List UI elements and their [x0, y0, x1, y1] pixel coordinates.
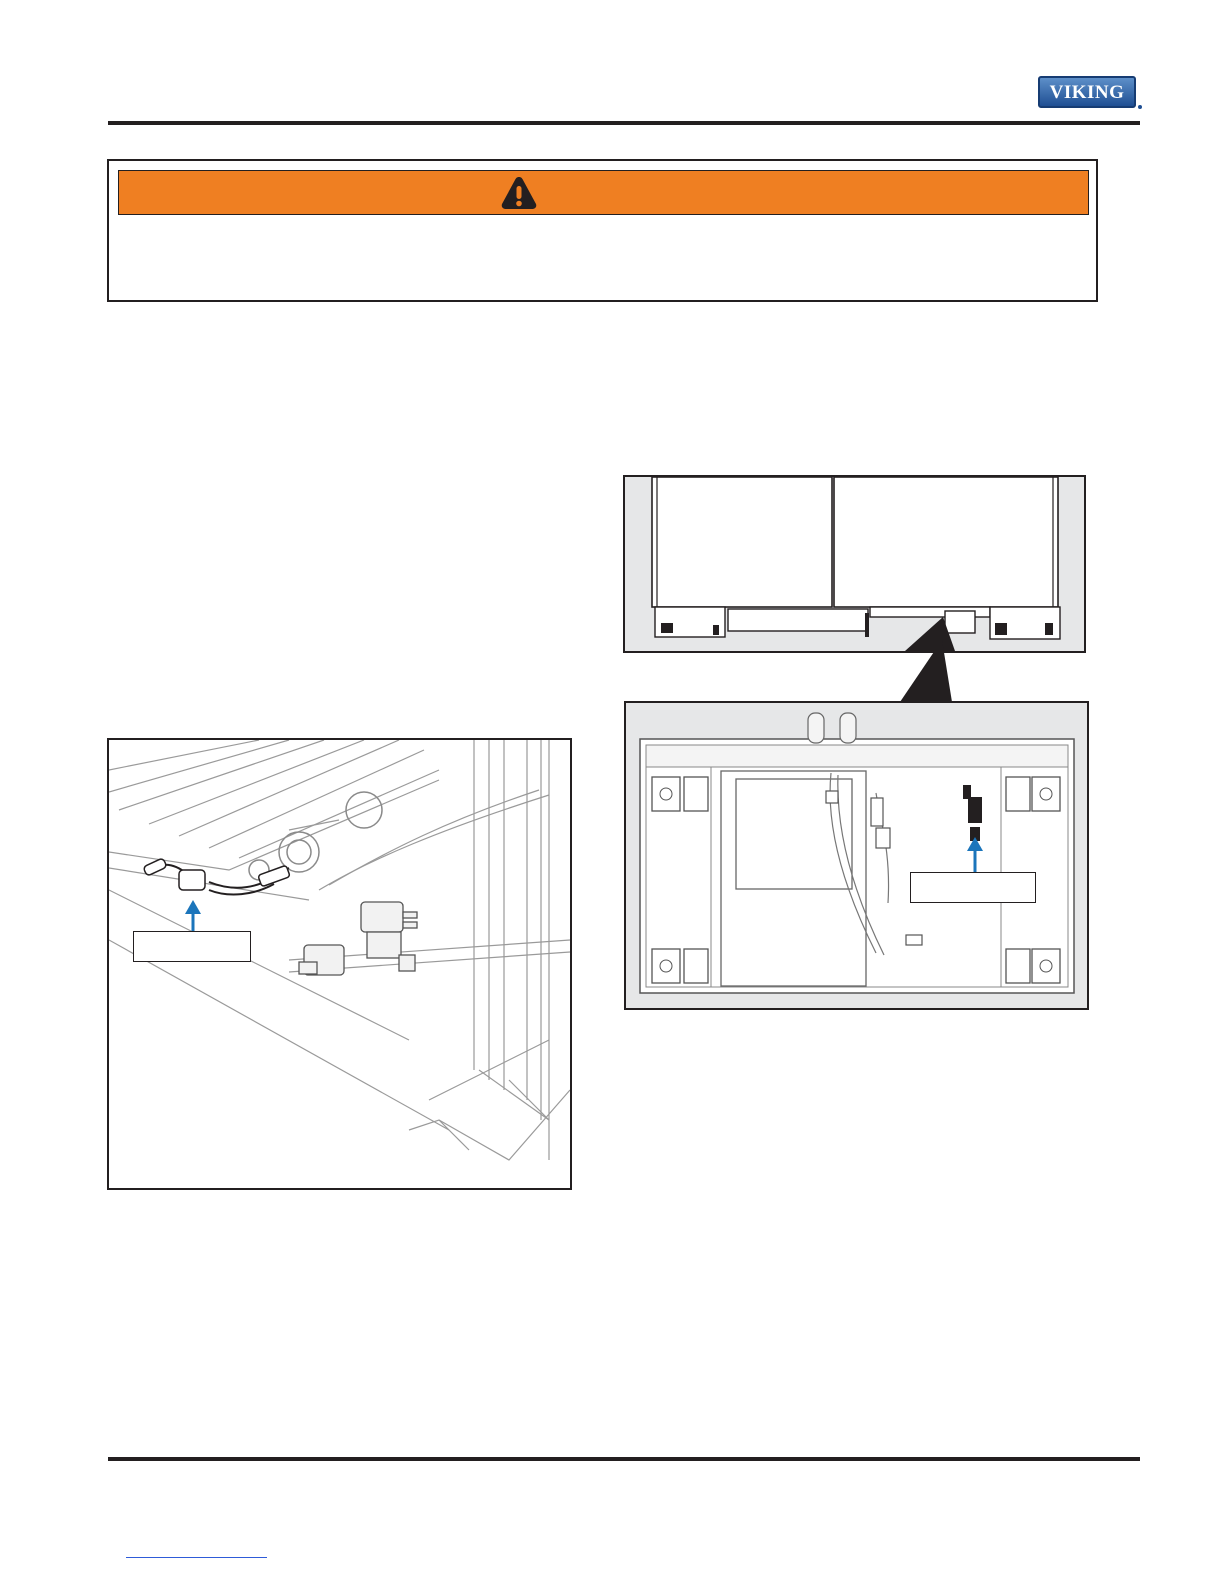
footer-link-underline[interactable] — [126, 1557, 267, 1558]
unit-front-view-figure — [623, 475, 1086, 653]
callout-label-left — [133, 931, 251, 962]
warning-header-bar — [118, 170, 1089, 215]
logo-text: VIKING — [1049, 81, 1125, 103]
unit-underside-view-drawing — [626, 703, 1087, 1008]
water-valve-perspective-drawing — [109, 740, 570, 1188]
unit-front-view-drawing — [625, 477, 1084, 651]
warning-triangle-icon — [500, 175, 538, 211]
warning-box — [107, 159, 1098, 302]
header-rule — [108, 121, 1140, 125]
zoom-pointer — [900, 640, 960, 704]
water-valve-perspective-figure — [107, 738, 572, 1190]
trademark-mark — [1138, 105, 1142, 109]
unit-underside-view-figure — [624, 701, 1089, 1010]
footer-rule — [108, 1457, 1140, 1461]
viking-logo — [1038, 76, 1136, 108]
callout-label-right — [910, 872, 1036, 903]
